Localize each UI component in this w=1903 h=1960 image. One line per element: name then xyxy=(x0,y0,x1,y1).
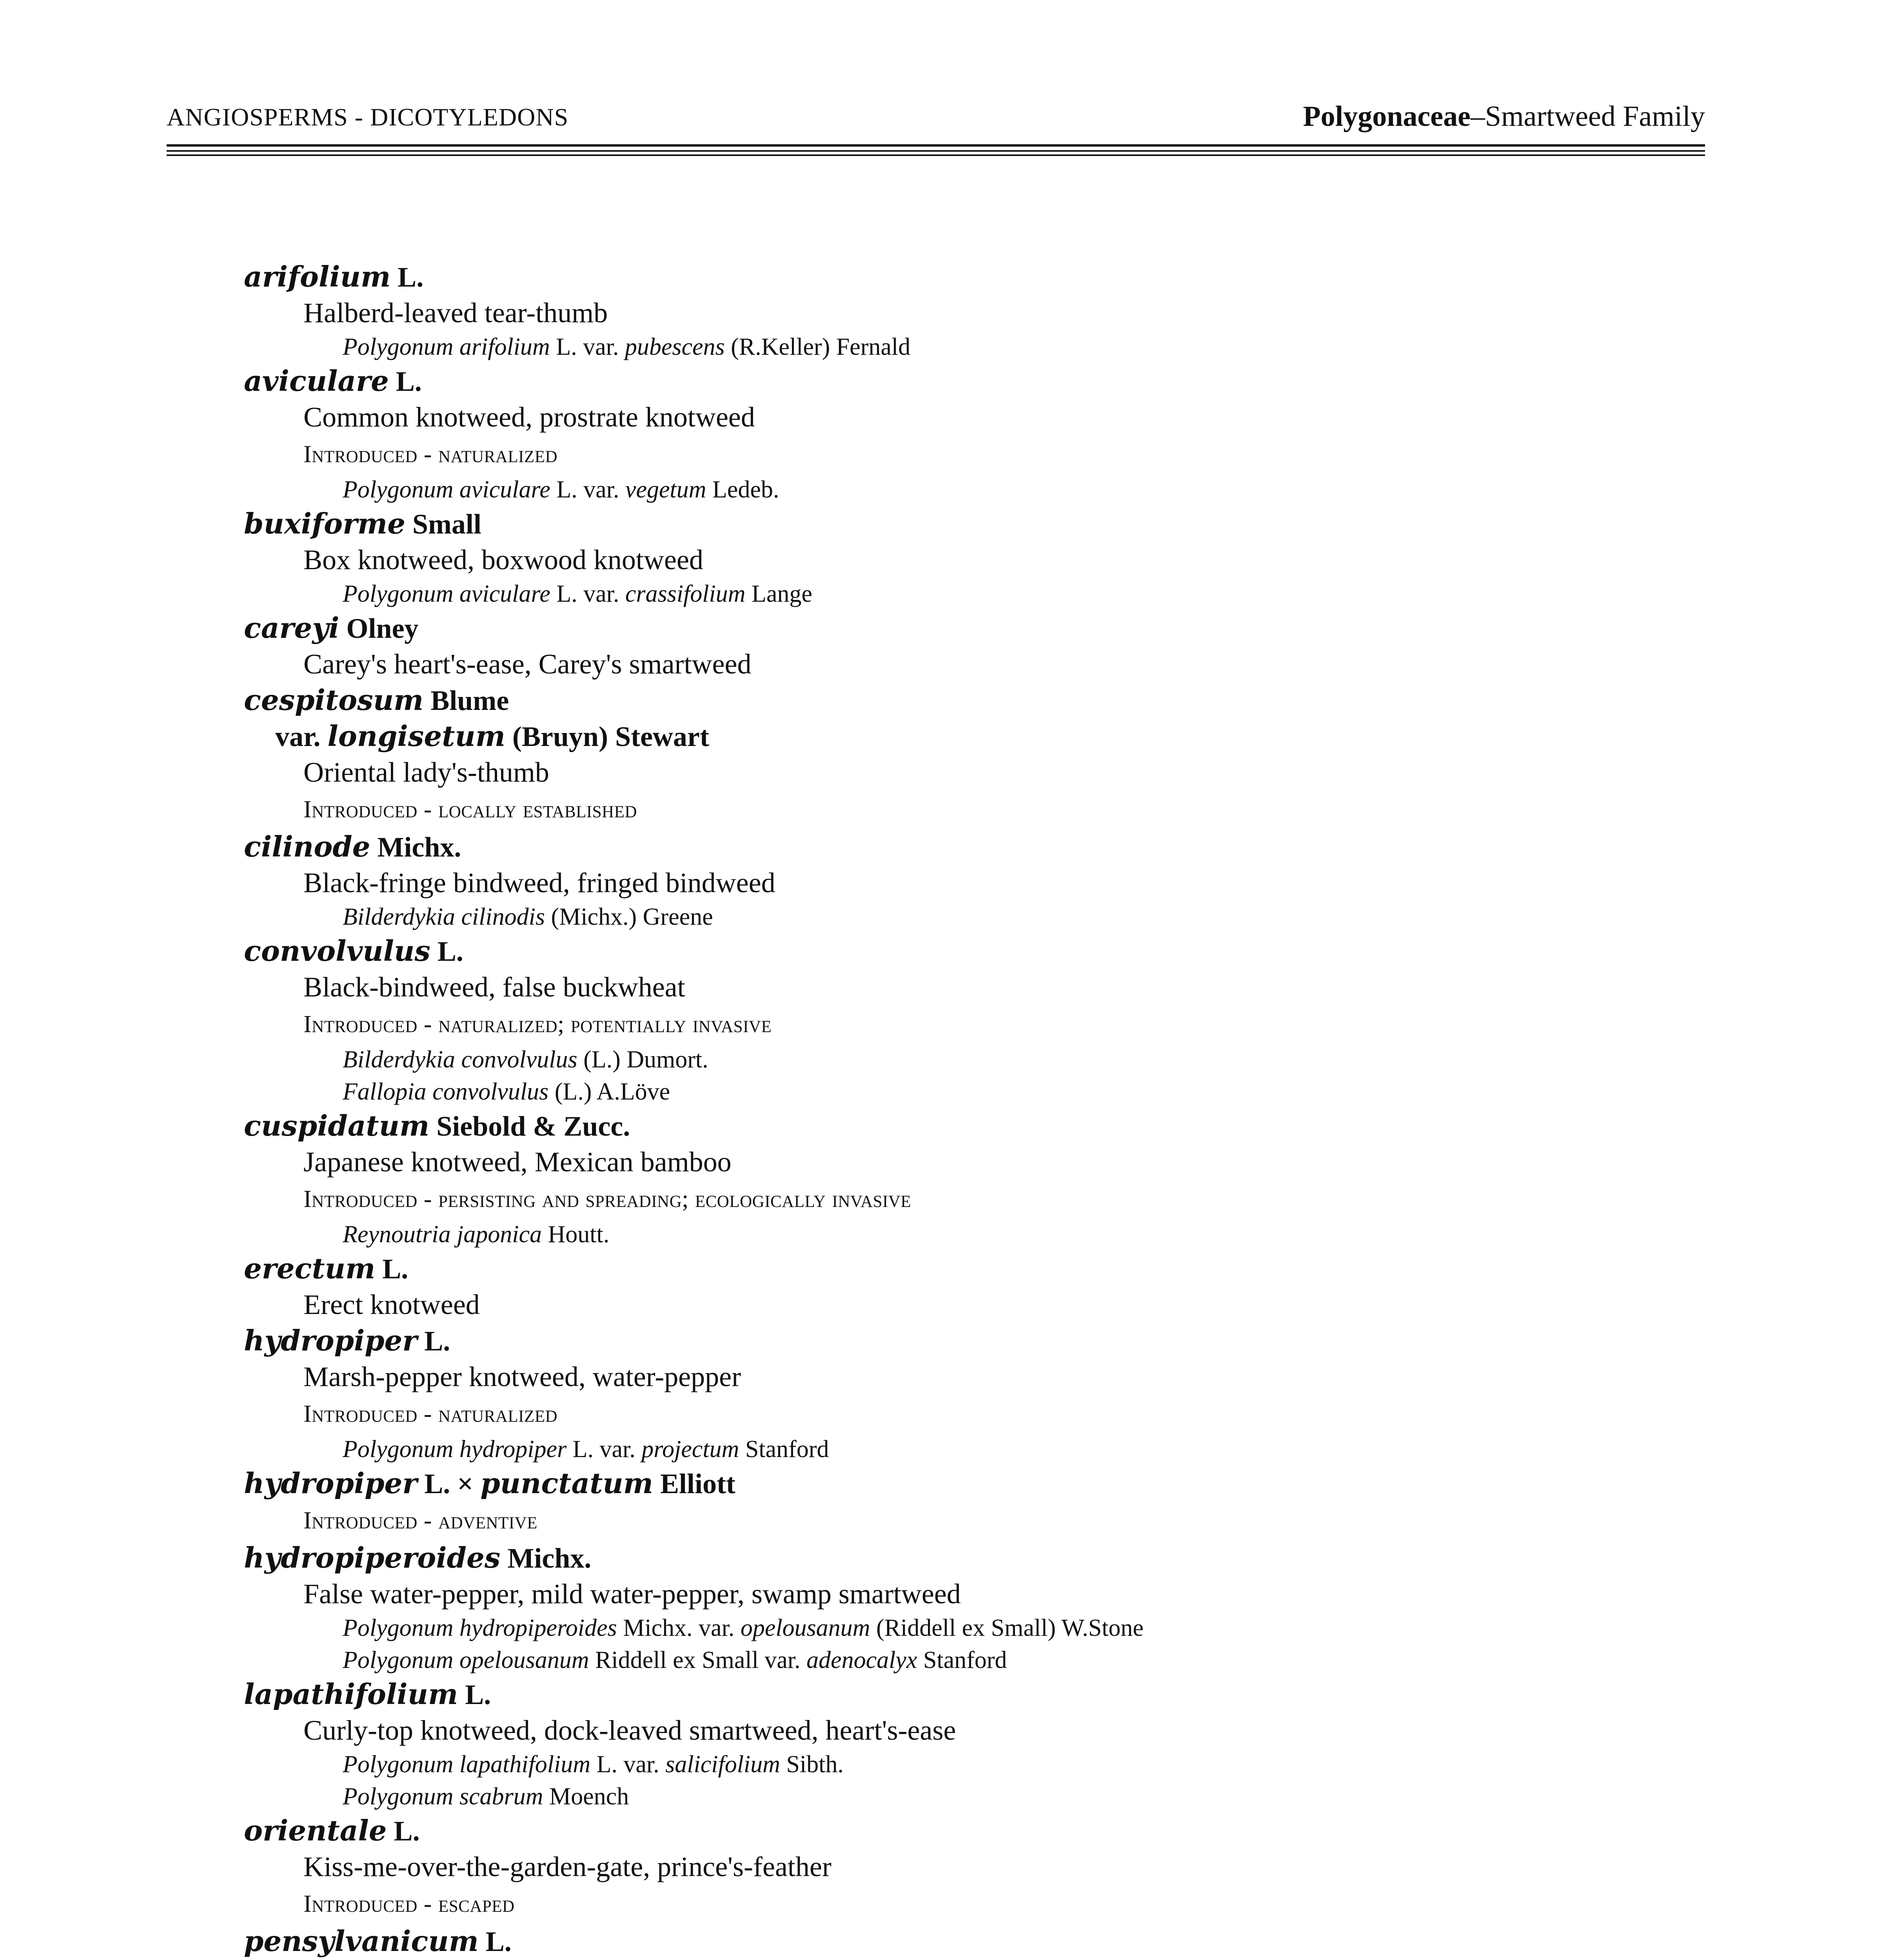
synonym xyxy=(244,1076,1655,1108)
status-note: Introduced - adventive xyxy=(303,1507,537,1534)
species-entry xyxy=(244,829,1655,933)
species-name xyxy=(244,1465,1655,1501)
author: L. xyxy=(387,1815,420,1847)
common-name: Black-fringe bindweed, fringed bindweed xyxy=(303,867,775,898)
synonym xyxy=(244,474,1655,506)
synonym-author: Lange xyxy=(745,581,812,607)
synonym-variety: salicifolium xyxy=(665,1751,780,1778)
author: Blume xyxy=(423,685,509,716)
synonym-name: Polygonum lapathifolium xyxy=(343,1751,591,1778)
epithet: hydropiper xyxy=(244,1324,418,1357)
synonym xyxy=(244,331,1655,363)
species-name xyxy=(244,610,1655,646)
author: L. xyxy=(417,1325,450,1357)
synonym xyxy=(244,1433,1655,1465)
synonym-name: Reynoutria japonica xyxy=(343,1221,542,1248)
synonym-author: Moench xyxy=(543,1783,629,1810)
synonym-author: (R.Keller) Fernald xyxy=(725,334,911,360)
synonym-variety: adenocalyx xyxy=(806,1647,917,1673)
author: (Bruyn) Stewart xyxy=(505,721,709,752)
synonym-author: Ledeb. xyxy=(706,476,779,503)
synonym-author: Stanford xyxy=(917,1647,1007,1673)
common-name: Kiss-me-over-the-garden-gate, prince's-feather xyxy=(303,1851,832,1882)
species-entry xyxy=(244,1676,1655,1813)
common-name: Japanese knotweed, Mexican bamboo xyxy=(303,1146,732,1178)
synonym-author: (L.) Dumort. xyxy=(577,1046,708,1073)
species-name xyxy=(244,363,1655,399)
species-entry xyxy=(244,506,1655,610)
species-entry xyxy=(244,1323,1655,1465)
epithet: aviculare xyxy=(244,364,389,397)
author: L. xyxy=(478,1926,512,1957)
common-name: Erect knotweed xyxy=(303,1289,480,1320)
running-head-section: ANGIOSPERMS - DICOTYLEDONS xyxy=(167,103,569,131)
epithet: cuspidatum xyxy=(244,1109,430,1142)
epithet: erectum xyxy=(244,1252,376,1285)
epithet: buxiforme xyxy=(244,507,405,540)
variety-name xyxy=(244,718,1655,754)
species-name xyxy=(244,1923,1655,1959)
author: L. xyxy=(390,261,424,293)
epithet: longisetum xyxy=(327,719,505,753)
epithet: pensylvanicum xyxy=(244,1924,479,1958)
common-name: Oriental lady's-thumb xyxy=(303,757,549,788)
header-rule xyxy=(167,144,1705,156)
synonym-variety: opelousanum xyxy=(740,1615,870,1641)
species-name xyxy=(244,1250,1655,1287)
synonym-variety: vegetum xyxy=(625,476,706,503)
species-name xyxy=(244,1813,1655,1849)
status-note: Introduced - naturalized xyxy=(303,441,558,468)
synonym-variety: projectum xyxy=(641,1436,739,1463)
species-entry xyxy=(244,259,1655,363)
epithet: punctatum xyxy=(480,1466,653,1500)
synonym-name: Polygonum aviculare xyxy=(343,476,550,503)
synonym-variety: pubescens xyxy=(625,334,725,360)
synonym xyxy=(244,1748,1655,1780)
synonym-author: L. var. xyxy=(550,581,625,607)
synonym-name: Bilderdykia cilinodis xyxy=(343,904,545,930)
status-note: Introduced - persisting and spreading; ecologically invasive xyxy=(303,1186,912,1212)
species-entry xyxy=(244,933,1655,1108)
synonym-author: L. var. xyxy=(590,1751,666,1778)
family-name: Polygonaceae xyxy=(1303,100,1471,132)
synonym-author: Riddell ex Small var. xyxy=(589,1647,807,1673)
synonym xyxy=(244,1780,1655,1813)
author: L. × xyxy=(417,1468,481,1499)
epithet: lapathifolium xyxy=(244,1677,458,1711)
species-entry xyxy=(244,363,1655,506)
author: Michx. xyxy=(370,831,461,863)
synonym-name: Polygonum aviculare xyxy=(343,581,550,607)
synonym xyxy=(244,1218,1655,1250)
common-name: Box knotweed, boxwood knotweed xyxy=(303,544,703,575)
species-name xyxy=(244,829,1655,865)
species-name xyxy=(244,1540,1655,1576)
epithet: convolvulus xyxy=(244,934,430,967)
species-name xyxy=(244,259,1655,295)
species-entry xyxy=(244,1813,1655,1923)
synonym-name: Fallopia convolvulus xyxy=(343,1078,549,1105)
epithet: arifolium xyxy=(244,260,391,293)
family-common-name: –Smartweed Family xyxy=(1470,100,1705,132)
synonym-variety: crassifolium xyxy=(625,581,746,607)
status-note: Introduced - escaped xyxy=(303,1891,515,1917)
species-entry xyxy=(244,718,1655,829)
synonym xyxy=(244,1044,1655,1076)
species-entry xyxy=(244,1923,1655,1960)
common-name: False water-pepper, mild water-pepper, swamp smartweed xyxy=(303,1578,961,1610)
author: Olney xyxy=(339,613,419,644)
species-list xyxy=(244,259,1655,1960)
author: Small xyxy=(405,508,481,540)
synonym-author: Stanford xyxy=(739,1436,829,1463)
synonym-name: Polygonum hydropiperoides xyxy=(343,1615,617,1641)
synonym xyxy=(244,1644,1655,1676)
author: Elliott xyxy=(653,1468,735,1499)
species-entry xyxy=(244,1250,1655,1323)
epithet: careyi xyxy=(244,611,340,644)
common-name: Halberd-leaved tear-thumb xyxy=(303,297,608,328)
synonym-name: Polygonum scabrum xyxy=(343,1783,543,1810)
species-name xyxy=(244,506,1655,542)
species-name xyxy=(244,933,1655,969)
status-note: Introduced - naturalized xyxy=(303,1401,558,1427)
synonym-author: Sibth. xyxy=(780,1751,844,1778)
common-name: Carey's heart's-ease, Carey's smartweed xyxy=(303,648,752,680)
synonym-name: Polygonum arifolium xyxy=(343,334,550,360)
species-entry xyxy=(244,1108,1655,1250)
epithet: orientale xyxy=(244,1814,387,1847)
synonym-author: L. var. xyxy=(550,476,625,503)
synonym xyxy=(244,578,1655,610)
status-note: Introduced - locally established xyxy=(303,796,637,823)
species-entry xyxy=(244,1540,1655,1676)
species-entry xyxy=(244,1465,1655,1540)
synonym-author: L. var. xyxy=(550,334,625,360)
synonym-name: Polygonum opelousanum xyxy=(343,1647,589,1673)
epithet: hydropiper xyxy=(244,1466,418,1500)
author: L. xyxy=(389,366,422,397)
synonym xyxy=(244,901,1655,933)
species-entry xyxy=(244,610,1655,682)
synonym-author: L. var. xyxy=(567,1436,642,1463)
running-head-family xyxy=(1303,100,1705,133)
author: L. xyxy=(458,1679,491,1710)
epithet: cespitosum xyxy=(244,683,424,717)
epithet: cilinode xyxy=(244,830,370,863)
common-name: Black-bindweed, false buckwheat xyxy=(303,971,685,1003)
common-name: Curly-top knotweed, dock-leaved smartweed, heart's-ease xyxy=(303,1715,956,1746)
synonym-name: Bilderdykia convolvulus xyxy=(343,1046,577,1073)
species-name xyxy=(244,1108,1655,1144)
synonym-author: Houtt. xyxy=(541,1221,610,1248)
author: Michx. xyxy=(500,1543,592,1574)
species-name xyxy=(244,1323,1655,1359)
species-name xyxy=(244,1676,1655,1712)
common-name: Marsh-pepper knotweed, water-pepper xyxy=(303,1361,741,1392)
common-name: Common knotweed, prostrate knotweed xyxy=(303,401,755,433)
synonym xyxy=(244,1612,1655,1644)
species-entry xyxy=(244,682,1655,718)
epithet: hydropiperoides xyxy=(244,1541,501,1574)
synonym-name: Polygonum hydropiper xyxy=(343,1436,567,1463)
author: Siebold & Zucc. xyxy=(429,1111,630,1142)
synonym-author: (Michx.) Greene xyxy=(545,904,713,930)
synonym-author: (L.) A.Löve xyxy=(548,1078,670,1105)
species-name xyxy=(244,682,1655,718)
rank-label: var. xyxy=(275,721,328,752)
status-note: Introduced - naturalized; potentially invasive xyxy=(303,1011,772,1038)
author: L. xyxy=(430,936,463,967)
author: L. xyxy=(375,1253,409,1285)
synonym-author: (Riddell ex Small) W.Stone xyxy=(870,1615,1144,1641)
synonym-author: Michx. var. xyxy=(617,1615,741,1641)
